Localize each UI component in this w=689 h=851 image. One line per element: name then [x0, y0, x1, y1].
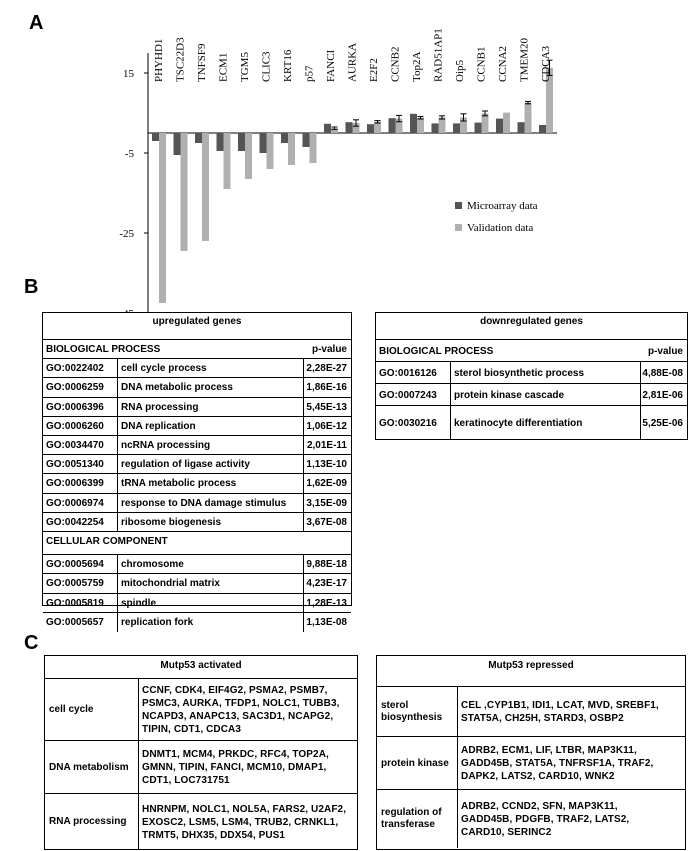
bar-microarray-TGM5 [238, 133, 245, 151]
category-label: E2F2 [368, 58, 380, 82]
p-value: 3,67E-08 [306, 516, 347, 528]
category-label: p57 [303, 65, 316, 82]
table-row [43, 416, 351, 436]
bar-microarray-CCNB2 [389, 118, 396, 133]
category-label: TSC22D3 [174, 37, 187, 82]
p-value: 1,13E-10 [306, 459, 347, 471]
category-label: CDCA3 [540, 45, 552, 82]
bar-microarray-CLIC3 [260, 133, 267, 153]
table-row [45, 740, 357, 794]
category-label: protein kinase [381, 757, 449, 769]
category-label: CCNB2 [389, 46, 402, 82]
bar-validation-RAD51AP1 [439, 117, 446, 133]
go-id: GO:0005819 [46, 597, 104, 609]
p-value: 1,28E-13 [306, 597, 347, 609]
category-label: RNA processing [49, 816, 127, 827]
table-title: upregulated genes [152, 316, 242, 327]
go-id: GO:0006399 [46, 478, 104, 490]
table-row [45, 793, 357, 850]
mutp53-repressed-table [376, 655, 686, 850]
bar-microarray-ECM1 [217, 133, 224, 151]
table-row [43, 554, 351, 574]
bar-microarray-AURKA [346, 122, 353, 133]
go-term: DNA metabolic process [121, 382, 233, 394]
upregulated-genes-table [42, 312, 352, 628]
bar-microarray-TSC22D3 [174, 133, 181, 155]
p-value: 4,88E-08 [642, 367, 683, 379]
table-row [43, 377, 351, 397]
p-value: 2,28E-27 [306, 363, 347, 375]
go-term: protein kinase cascade [454, 389, 565, 401]
section-header: CELLULAR COMPONENT [46, 536, 168, 548]
go-term: tRNA metabolic process [121, 478, 237, 490]
table-row [377, 686, 685, 737]
p-value: 5,25E-06 [642, 417, 683, 429]
legend-label: Microarray data [467, 200, 538, 212]
table-row [43, 473, 351, 493]
table-title: downregulated genes [480, 316, 583, 327]
section-header-row [43, 339, 351, 359]
bar-microarray-PHYHD1 [152, 133, 159, 141]
go-term: ncRNA processing [121, 440, 211, 452]
p-value: 9,88E-18 [306, 559, 347, 571]
category-label: TGM5 [239, 52, 251, 82]
category-label: RAD51AP1 [432, 28, 445, 82]
p-value: 1,13E-08 [306, 616, 347, 628]
table-row [43, 358, 351, 378]
go-term: mitochondrial matrix [121, 578, 220, 590]
go-id: GO:0006396 [46, 401, 104, 413]
bar-validation-CCNA2 [503, 113, 510, 133]
go-term: DNA replication [121, 420, 196, 432]
table-row [376, 383, 687, 406]
legend-label: Validation data [467, 222, 534, 234]
p-value: 1,06E-12 [306, 420, 347, 432]
category-label: cell cycle [49, 704, 94, 715]
gene-list: CEL ,CYP1B1, IDI1, LCAT, MVD, SREBF1, STAT5A, CH25H, STARD3, OSBP2 [461, 700, 659, 724]
go-term: spindle [121, 597, 157, 609]
table-row [376, 405, 687, 440]
p-value: 2,01E-11 [306, 440, 347, 452]
go-term: RNA processing [121, 401, 199, 413]
section-header: BIOLOGICAL PROCESS [46, 344, 161, 356]
y-tick-label: -5 [124, 148, 134, 160]
category-label: DNA metabolism [49, 761, 129, 773]
category-label: TNFSF9 [196, 43, 208, 82]
bar-microarray-CCNA2 [496, 119, 503, 133]
y-tick-label: -25 [119, 228, 134, 240]
pvalue-header: p-value [647, 345, 683, 357]
panel-label-b: B [24, 276, 39, 298]
gene-list: CCNF, CDK4, EIF4G2, PSMA2, PSMB7, PSMC3, AURKA, TFDP1, NOLC1, TUBB3, NCAPD3, ANAPC13, SAC3D1, NCAPG2, TIPIN, CDT1, CDCA3 [142, 685, 340, 735]
category-label: FANCI [325, 49, 337, 82]
go-term: ribosome biogenesis [121, 516, 222, 528]
p-value: 1,62E-09 [306, 478, 347, 490]
go-id: GO:0005759 [46, 578, 104, 590]
table-row [43, 573, 351, 593]
bar-microarray-TNFSF9 [195, 133, 202, 143]
category-label: ECM1 [217, 52, 230, 82]
bar-microarray-Oip5 [453, 123, 460, 133]
go-id: GO:0006974 [46, 497, 104, 509]
go-id: GO:0022402 [46, 363, 104, 375]
go-term: regulation of ligase activity [121, 459, 250, 471]
category-label: CLIC3 [260, 51, 273, 82]
table-row [43, 493, 351, 513]
bar-chart [0, 0, 689, 300]
category-label: CCNA2 [497, 45, 509, 82]
go-term: cell cycle process [121, 363, 207, 375]
bar-microarray-CCNB1 [475, 123, 482, 133]
p-value: 1,86E-16 [306, 382, 347, 394]
bar-validation-TNFSF9 [202, 133, 209, 241]
category-label: CCNB1 [475, 46, 488, 82]
bar-validation-TGM5 [245, 133, 252, 179]
go-id: GO:0042254 [46, 516, 104, 528]
bar-microarray-CDCA3 [539, 125, 546, 133]
section-header-row [43, 531, 351, 551]
go-id: GO:0030216 [379, 417, 437, 429]
table-row [43, 512, 351, 532]
category-label: KRT16 [282, 49, 294, 82]
table-row [43, 435, 351, 455]
p-value: 3,15E-09 [306, 497, 347, 509]
downregulated-genes-table [375, 312, 688, 440]
go-term: chromosome [121, 559, 184, 571]
category-label: sterol biosynthesis [381, 700, 443, 723]
table-row [43, 593, 351, 613]
legend-swatch [455, 202, 462, 209]
bar-microarray-Top2A [410, 114, 417, 133]
bar-microarray-TMEM20 [518, 122, 525, 133]
go-term: keratinocyte differentiation [454, 417, 583, 429]
gene-list: DNMT1, MCM4, PRKDC, RFC4, TOP2A, GMNN, TIPIN, FANCI, MCM10, DMAP1, CDT1, LOC731751 [142, 749, 329, 786]
bar-validation-KRT16 [288, 133, 295, 165]
category-label: Top2A [411, 51, 423, 82]
table-row [43, 612, 351, 632]
panel-label-c: C [24, 632, 39, 654]
go-id: GO:0007243 [379, 389, 437, 401]
bar-validation-CCNB1 [482, 113, 489, 133]
table-title: Mutp53 repressed [488, 660, 574, 671]
go-id: GO:0051340 [46, 459, 104, 471]
go-id: GO:0016126 [379, 367, 437, 379]
go-term: replication fork [121, 616, 194, 628]
category-label: regulation of transferase [381, 807, 442, 830]
bar-microarray-RAD51AP1 [432, 123, 439, 133]
table-row [43, 454, 351, 474]
table-row [43, 397, 351, 417]
panel-label-a: A [29, 12, 44, 34]
gene-list: ADRB2, CCND2, SFN, MAP3K11, GADD45B, PDGFB, TRAF2, LATS2, CARD10, SERINC2 [461, 800, 630, 838]
bar-microarray-E2F2 [367, 124, 374, 133]
bar-validation-CLIC3 [267, 133, 274, 169]
p-value: 5,45E-13 [306, 401, 347, 413]
go-id: GO:0005694 [46, 559, 104, 571]
bar-validation-TMEM20 [525, 103, 532, 133]
p-value: 4,23E-17 [306, 578, 347, 590]
pvalue-header: p-value [311, 344, 347, 356]
y-tick-label: 15 [123, 68, 134, 80]
bar-validation-TSC22D3 [181, 133, 188, 251]
bar-validation-PHYHD1 [159, 133, 166, 303]
table-row [377, 789, 685, 848]
table-row [377, 736, 685, 790]
go-term: sterol biosynthetic process [454, 367, 585, 379]
category-label: AURKA [346, 42, 359, 82]
bar-microarray-p57 [303, 133, 310, 147]
section-header-row [376, 339, 687, 362]
go-term: response to DNA damage stimulus [121, 497, 287, 509]
mutp53-activated-table [44, 655, 358, 850]
bar-microarray-FANCI [324, 124, 331, 133]
table-title: Mutp53 activated [160, 660, 242, 671]
category-label: Oip5 [454, 60, 466, 82]
go-id: GO:0006259 [46, 382, 104, 394]
category-label: TMEM20 [518, 38, 531, 82]
bar-validation-Top2A [417, 118, 424, 133]
section-header: BIOLOGICAL PROCESS [379, 345, 494, 357]
bar-validation-ECM1 [224, 133, 231, 189]
go-id: GO:0006260 [46, 420, 104, 432]
go-id: GO:0034470 [46, 440, 104, 452]
table-row [45, 678, 357, 741]
legend-swatch [455, 224, 462, 231]
table-row [376, 361, 687, 384]
category-label: PHYHD1 [153, 38, 165, 82]
gene-list: ADRB2, ECM1, LIF, LTBR, MAP3K11, GADD45B, STAT5A, TNFRSF1A, TRAF2, DAPK2, LATS2, CARD10, WNK2 [461, 745, 654, 782]
gene-list: HNRNPM, NOLC1, NOL5A, FARS2, U2AF2, EXOSC2, LSM5, LSM4, TRUB2, CRNKL1, TRMT5, DHX35, DDX54, PUS1 [142, 803, 347, 841]
p-value: 2,81E-06 [642, 389, 683, 401]
bar-validation-p57 [310, 133, 317, 163]
bar-microarray-KRT16 [281, 133, 288, 143]
go-id: GO:0005657 [46, 616, 104, 628]
